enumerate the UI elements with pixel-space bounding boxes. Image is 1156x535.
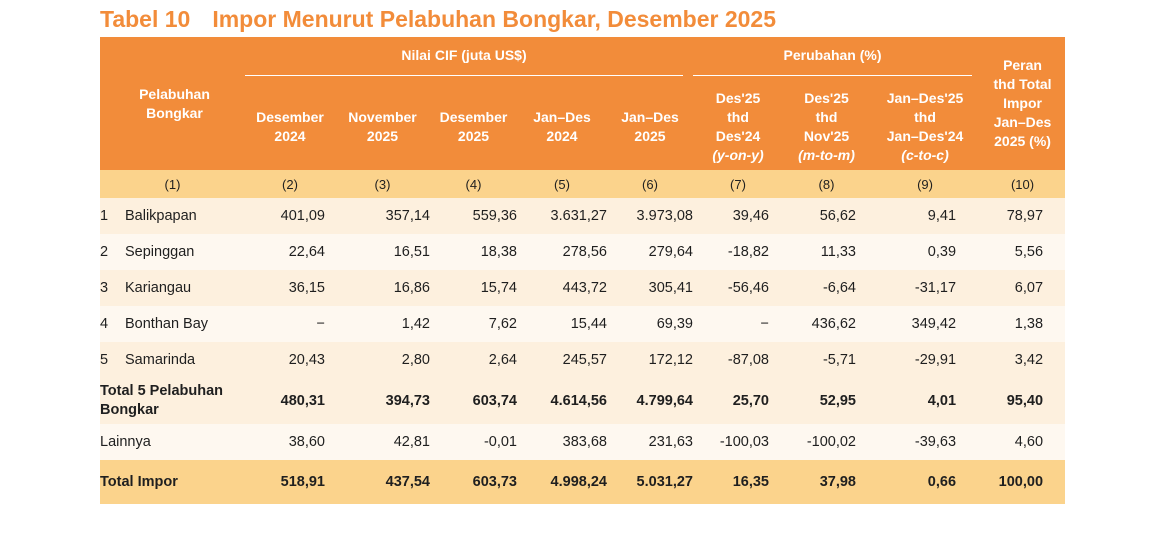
table-cell: 11,33	[783, 234, 870, 270]
table-cell: 349,42	[870, 306, 980, 342]
table-cell: 6,07	[980, 270, 1065, 306]
table-cell: 39,46	[693, 198, 783, 234]
table-cell: 394,73	[335, 378, 430, 424]
column-number: (7)	[693, 170, 783, 198]
row-label	[100, 270, 245, 306]
column-number: (1)	[100, 170, 245, 198]
table-cell: -56,46	[693, 270, 783, 306]
table-cell: 3.631,27	[517, 198, 607, 234]
peran-line: thd Total	[993, 76, 1052, 92]
port-name: Kariangau	[125, 280, 192, 296]
table-cell: -100,03	[693, 424, 783, 460]
table-cell: 9,41	[870, 198, 980, 234]
table-cell: 69,39	[607, 306, 693, 342]
port-name: Samarinda	[125, 352, 196, 368]
table-cell: 5.031,27	[607, 460, 693, 504]
table-cell: 231,63	[607, 424, 693, 460]
table-title-text: Impor Menurut Pelabuhan Bongkar, Desember 2025	[212, 6, 777, 32]
header-yoy: Des'25 thd Des'24 (y-on-y)	[712, 89, 764, 163]
table-cell: 2,64	[430, 342, 517, 378]
table-number: Tabel 10	[100, 6, 191, 32]
header-row-groups	[100, 37, 1065, 83]
table-cell: 172,12	[607, 342, 693, 378]
row-number: 1	[100, 208, 109, 224]
peran-line: Jan–Des	[993, 114, 1052, 130]
table-cell: -100,02	[783, 424, 870, 460]
table-cell: -6,64	[783, 270, 870, 306]
row-label	[100, 198, 245, 234]
table-cell: -0,01	[430, 424, 517, 460]
table-cell: 42,81	[335, 424, 430, 460]
table-cell: 16,35	[693, 460, 783, 504]
table-cell: -31,17	[870, 270, 980, 306]
table-cell: 518,91	[245, 460, 335, 504]
table-cell: -18,82	[693, 234, 783, 270]
column-number: (3)	[335, 170, 430, 198]
column-number: (10)	[980, 170, 1065, 198]
table-row-lainnya	[100, 424, 1065, 460]
header-ctc: Jan–Des'25 thd Jan–Des'24 (c-to-c)	[886, 89, 964, 163]
table-cell: 278,56	[517, 234, 607, 270]
row-label	[100, 342, 245, 378]
table-cell: 52,95	[783, 378, 870, 424]
table-cell: 480,31	[245, 378, 335, 424]
table-cell: 37,98	[783, 460, 870, 504]
table-cell: 4.799,64	[607, 378, 693, 424]
table-cell: 36,15	[245, 270, 335, 306]
table-row-balikpapan	[100, 198, 1065, 234]
header-desember-2025: Desember 2025	[439, 108, 508, 144]
peran-line: Peran	[1003, 57, 1042, 73]
table-cell: 7,62	[430, 306, 517, 342]
table-cell: 2,80	[335, 342, 430, 378]
table-title	[100, 6, 776, 33]
table-row-kariangau	[100, 270, 1065, 306]
table-row-bonthan-bay	[100, 306, 1065, 342]
table-cell: 357,14	[335, 198, 430, 234]
header-mtm: Des'25 thd Nov'25 (m-to-m)	[798, 89, 855, 163]
table-cell: 25,70	[693, 378, 783, 424]
table-cell: 0,39	[870, 234, 980, 270]
table-cell: -5,71	[783, 342, 870, 378]
table-cell: 305,41	[607, 270, 693, 306]
table-row-total-impor	[100, 460, 1065, 504]
table-cell: 100,00	[980, 460, 1065, 504]
column-number: (6)	[607, 170, 693, 198]
table-cell: 4,01	[870, 378, 980, 424]
column-number: (9)	[870, 170, 980, 198]
table-row-sepinggan	[100, 234, 1065, 270]
table-cell: 4.998,24	[517, 460, 607, 504]
table-cell: 443,72	[517, 270, 607, 306]
column-number: (4)	[430, 170, 517, 198]
table-cell: 22,64	[245, 234, 335, 270]
row-label	[100, 306, 245, 342]
table-cell: 603,74	[430, 378, 517, 424]
header-desember-2024: Desember 2024	[256, 108, 324, 144]
row-number: 2	[100, 244, 109, 260]
peran-line: 2025 (%)	[994, 133, 1051, 149]
header-group-perubahan: Perubahan (%)	[693, 37, 980, 83]
table-cell: 279,64	[607, 234, 693, 270]
table-cell: 401,09	[245, 198, 335, 234]
table-cell: -87,08	[693, 342, 783, 378]
header-pelabuhan-bongkar: Pelabuhan Bongkar	[139, 85, 210, 121]
table-row-total-5-pelabuhan	[100, 378, 1065, 424]
table-cell: 78,97	[980, 198, 1065, 234]
table-cell: −	[693, 306, 783, 342]
table-cell: 16,51	[335, 234, 430, 270]
port-name: Bonthan Bay	[125, 316, 209, 332]
row-label: Lainnya	[100, 424, 245, 460]
column-number: (8)	[783, 170, 870, 198]
table-cell: 245,57	[517, 342, 607, 378]
table-cell: 1,42	[335, 306, 430, 342]
table-cell: 5,56	[980, 234, 1065, 270]
table-cell: 437,54	[335, 460, 430, 504]
table-cell: 3.973,08	[607, 198, 693, 234]
table-cell: 18,38	[430, 234, 517, 270]
table-cell: −	[245, 306, 335, 342]
port-name: Balikpapan	[125, 208, 197, 224]
header-jan-des-2024: Jan–Des 2024	[533, 108, 591, 144]
peran-line: Impor	[1003, 95, 1042, 111]
table-cell: 383,68	[517, 424, 607, 460]
table-cell: 56,62	[783, 198, 870, 234]
header-jan-des-2025: Jan–Des 2025	[621, 108, 679, 144]
table-cell: 1,38	[980, 306, 1065, 342]
table-cell: 38,60	[245, 424, 335, 460]
header-peran	[980, 37, 1065, 170]
row-label	[100, 234, 245, 270]
table-cell: 436,62	[783, 306, 870, 342]
header-november-2025: November 2025	[348, 108, 417, 144]
table-cell: 95,40	[980, 378, 1065, 424]
row-label: Total Impor	[100, 460, 245, 504]
header-group-nilai-cif: Nilai CIF (juta US$)	[245, 37, 693, 83]
table-cell: 603,73	[430, 460, 517, 504]
table-cell: 15,74	[430, 270, 517, 306]
table-cell: -29,91	[870, 342, 980, 378]
table-cell: 0,66	[870, 460, 980, 504]
column-number-row	[100, 170, 1065, 198]
header-row-columns	[100, 83, 1065, 170]
table-cell: 3,42	[980, 342, 1065, 378]
row-number: 5	[100, 352, 109, 368]
table-cell: 20,43	[245, 342, 335, 378]
row-number: 3	[100, 280, 109, 296]
table-cell: 16,86	[335, 270, 430, 306]
import-table	[100, 37, 1065, 504]
column-number: (5)	[517, 170, 607, 198]
column-number: (2)	[245, 170, 335, 198]
table-cell: -39,63	[870, 424, 980, 460]
table-row-samarinda	[100, 342, 1065, 378]
table-cell: 4,60	[980, 424, 1065, 460]
table-cell: 559,36	[430, 198, 517, 234]
row-label: Total 5 Pelabuhan Bongkar	[100, 378, 245, 424]
table-cell: 15,44	[517, 306, 607, 342]
table-cell: 4.614,56	[517, 378, 607, 424]
row-number: 4	[100, 316, 109, 332]
port-name: Sepinggan	[125, 244, 195, 260]
